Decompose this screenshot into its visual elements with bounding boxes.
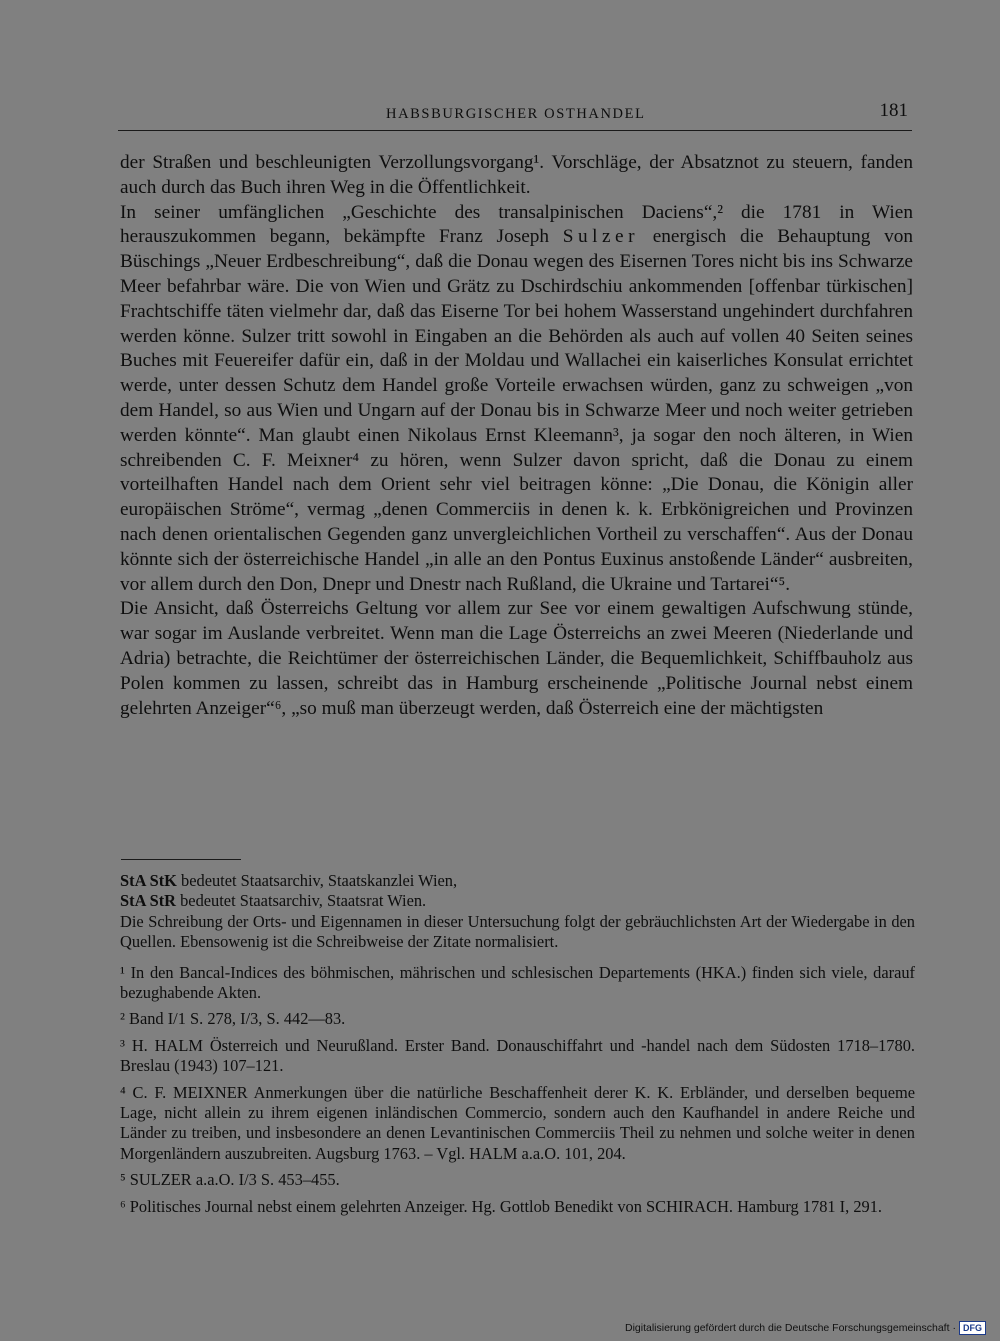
footnotes	[120, 871, 915, 1217]
spelling-note: Die Schreibung der Orts- und Eigennamen in dieser Untersuchung folgt der gebräuchlichsten Art der Wiedergabe in den Quellen. Ebensowenig ist die Schreibweise der Zitate normalisiert.	[120, 911, 915, 952]
abbreviation-str	[120, 891, 915, 911]
main-text	[120, 151, 913, 721]
footnote-4: ⁴ C. F. MEIXNER Anmerkungen über die natürliche Beschaffenheit derer K. K. Erbländer, und derselben bequeme Lage, nicht allein zu ihrem eigenen inländischen Commercio, sondern auch den Kaufhandel in andere Reiche und Länder zu treiben, und insbesondere an denen Levantinischen Commerciis Theil zu nehmen und solche weiter in denen Morgenländern auszubreiten. Augsburg 1763. – Vgl. HALM a.a.O. 101, 204.	[120, 1082, 915, 1163]
running-header	[118, 96, 912, 131]
abbreviation-stk	[120, 871, 915, 891]
footnote-2: ² Band I/1 S. 278, I/3, S. 442—83.	[120, 1009, 346, 1029]
credit-text: Digitalisierung gefördert durch die Deutsche Forschungsgemeinschaft	[624, 1322, 950, 1334]
abbreviation-stk-text: bedeutet Staatsarchiv, Staatskanzlei Wien,	[176, 871, 458, 890]
digitization-credit	[625, 1321, 986, 1335]
footnote-5: ⁵ SULZER a.a.O. I/3 S. 453–455.	[120, 1170, 340, 1190]
spaced-name-sulzer: Sulzer	[562, 226, 640, 248]
abbreviation-stk-term: StA StK	[120, 871, 177, 890]
paragraph-2	[120, 201, 913, 598]
paragraph-2-part-b: energisch die Behauptung von Büschings „Neuer Erdbeschreibung“, daß die Donau wegen des Eisernen Tores nicht bis ins Schwarze Meer befahrbar wäre. Die von Wien und Grätz zu Dschirdschiu ankommenden [offenbar türkischen] Frachtschiffe täten vielmehr dar, daß das Eiserne Tor bei hohem Wasserstand ungehindert durchfahren werden könne. Sulzer tritt sowohl in Eingaben an die Behörden als auch auf vollen 40 Seiten seines Buches mit Feuereifer dafür ein, daß in der Moldau und Wallachei ein kaiserliches Konsulat errichtet werde, unter dessen Schutz dem Handel große Vorteile erwachsen würden, ganz zu schweigen „von dem Handel, so aus Wien und Ungarn auf der Donau bis in Schwarze Meer und noch weiter getrieben werden könnte“. Man glaubt einen Nikolaus Ernst Kleemann³, ja sogar den noch älteren, in Wien schreibenden C. F. Meixner⁴ zu hören, wenn Sulzer davon spricht, daß die Donau zu einem vorteilhaften Handel nach dem Orient sehr viel beitragen könne: „Die Donau, die Königin aller europäischen Ströme“, vermag „denen Commerciis in denen k. k. Erbkönigreichen und Provinzen nach denen orientalischen Gegenden ganz unvergleichlichen Vortheil zu verschaffen“. Aus der Donau könnte sich der österreichische Handel „in alle an den Pontus Euxinus anstoßende Länder“ ausbreiten, vor allem durch den Don, Dnepr und Dnestr nach Rußland, die Ukraine und Tartarei“⁵.	[120, 226, 913, 595]
footnote-1: ¹ In den Bancal-Indices des böhmischen, mährischen und schlesischen Departements (HKA.) finden sich viele, darauf bezughabende Akten.	[120, 962, 915, 1003]
paragraph-1: der Straßen und beschleunigten Verzollungsvorgang¹. Vorschläge, der Absatznot zu steuern, fanden auch durch das Buch ihren Weg in die Öffentlichkeit.	[120, 152, 913, 198]
footnote-rule	[121, 859, 241, 860]
abbreviation-str-text: bedeutet Staatsarchiv, Staatsrat Wien.	[176, 891, 427, 911]
footnote-6: ⁶ Politisches Journal nebst einem gelehrten Anzeiger. Hg. Gottlob Benedikt von SCHIRACH. Hamburg 1781 I, 291.	[120, 1196, 883, 1216]
footnote-3: ³ H. HALM Österreich und Neurußland. Erster Band. Donauschiffahrt und -handel nach dem Südosten 1718–1780. Breslau (1943) 107–121.	[120, 1035, 915, 1076]
dfg-logo-icon: DFG	[959, 1321, 986, 1335]
page-number: 181	[879, 100, 908, 121]
paragraph-3: Die Ansicht, daß Österreichs Geltung vor allem zur See vor einem gewaltigen Aufschwung stünde, war sogar im Auslande verbreitet. Wenn man die Lage Österreichs an zwei Meeren (Niederlande und Adria) betrachte, die Reichtümer der österreichischen Länder, die Bequemlichkeit, Schiffbauholz aus Polen kommen zu lassen, schreibt das in Hamburg erscheinende „Politische Journal nebst einem gelehrten Anzeiger“⁶, „so muß man überzeugt werden, daß Österreich eine der mächtigsten	[120, 598, 913, 719]
paragraph-2-part-a: In seiner umfänglichen „Geschichte des transalpinischen Daciens“,² die 1781 in Wien herauszukommen begann, bekämpfte Franz Joseph	[120, 201, 913, 248]
credit-separator: ·	[952, 1322, 956, 1334]
abbreviation-str-term: StA StR	[120, 891, 177, 911]
running-title: HABSBURGISCHER OSTHANDEL	[386, 106, 646, 122]
